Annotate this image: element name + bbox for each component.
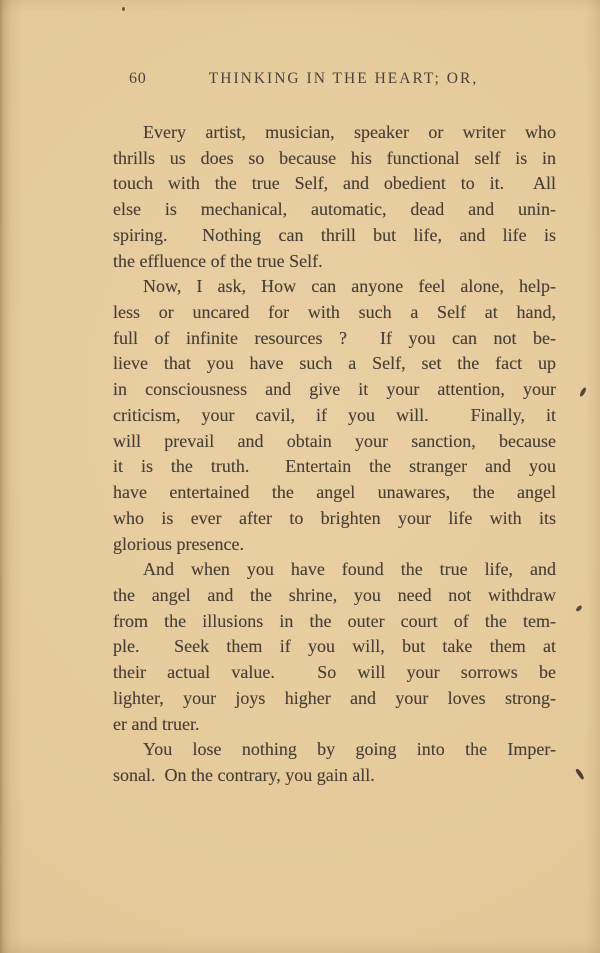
text-line: ple. Seek them if you will, but take them at	[113, 636, 556, 657]
text-line: the effluence of the true Self.	[113, 250, 323, 271]
text-line: criticism, your cavil, if you will. Finally, it	[113, 404, 556, 425]
paragraph	[113, 274, 556, 557]
page-header	[113, 70, 556, 92]
text-line: lieve that you have such a Self, set the fact up	[113, 353, 556, 374]
text-line: sonal. On the contrary, you gain all.	[113, 764, 375, 785]
ink-speck	[575, 605, 582, 613]
text-line: less or uncared for with such a Self at hand,	[113, 302, 556, 323]
ink-speck	[579, 387, 587, 398]
text-line: will prevail and obtain your sanction, because	[113, 430, 556, 451]
text-line: else is mechanical, automatic, dead and unin-	[113, 199, 556, 220]
text-line: Every artist, musician, speaker or writer who	[143, 122, 556, 142]
text-line: thrills us does so because his functional self is in	[113, 147, 556, 168]
text-line: in consciousness and give it your attention, your	[113, 379, 556, 400]
paragraph	[113, 120, 556, 274]
paragraph	[113, 557, 556, 737]
text-line: Now, I ask, How can anyone feel alone, help-	[143, 276, 556, 297]
text-line: have entertained the angel unawares, the angel	[113, 482, 556, 503]
page-number: 60	[129, 70, 147, 87]
text-line: full of infinite resources ? If you can not be-	[113, 327, 556, 348]
text-line: their actual value. So will your sorrows be	[113, 662, 556, 683]
text-line: glorious presence.	[113, 533, 244, 554]
text-block	[113, 120, 556, 789]
text-line: touch with the true Self, and obedient to it. All	[113, 173, 556, 194]
ink-speck	[122, 7, 125, 11]
text-line: from the illusions in the outer court of the tem-	[113, 610, 556, 631]
text-line: er and truer.	[113, 713, 200, 734]
text-line: it is the truth. Entertain the stranger and you	[113, 456, 556, 477]
text-line: spiring. Nothing can thrill but life, and life is	[113, 224, 556, 245]
ink-speck	[575, 768, 585, 780]
text-line: who is ever after to brighten your life with its	[113, 507, 556, 528]
paragraph	[113, 737, 556, 788]
text-line: You lose nothing by going into the Imper-	[143, 739, 556, 760]
text-line: lighter, your joys higher and your loves strong-	[113, 687, 556, 708]
text-line: the angel and the shrine, you need not withdraw	[113, 584, 556, 605]
text-line: And when you have found the true life, and	[143, 559, 556, 580]
running-title: THINKING IN THE HEART; OR,	[208, 70, 479, 87]
